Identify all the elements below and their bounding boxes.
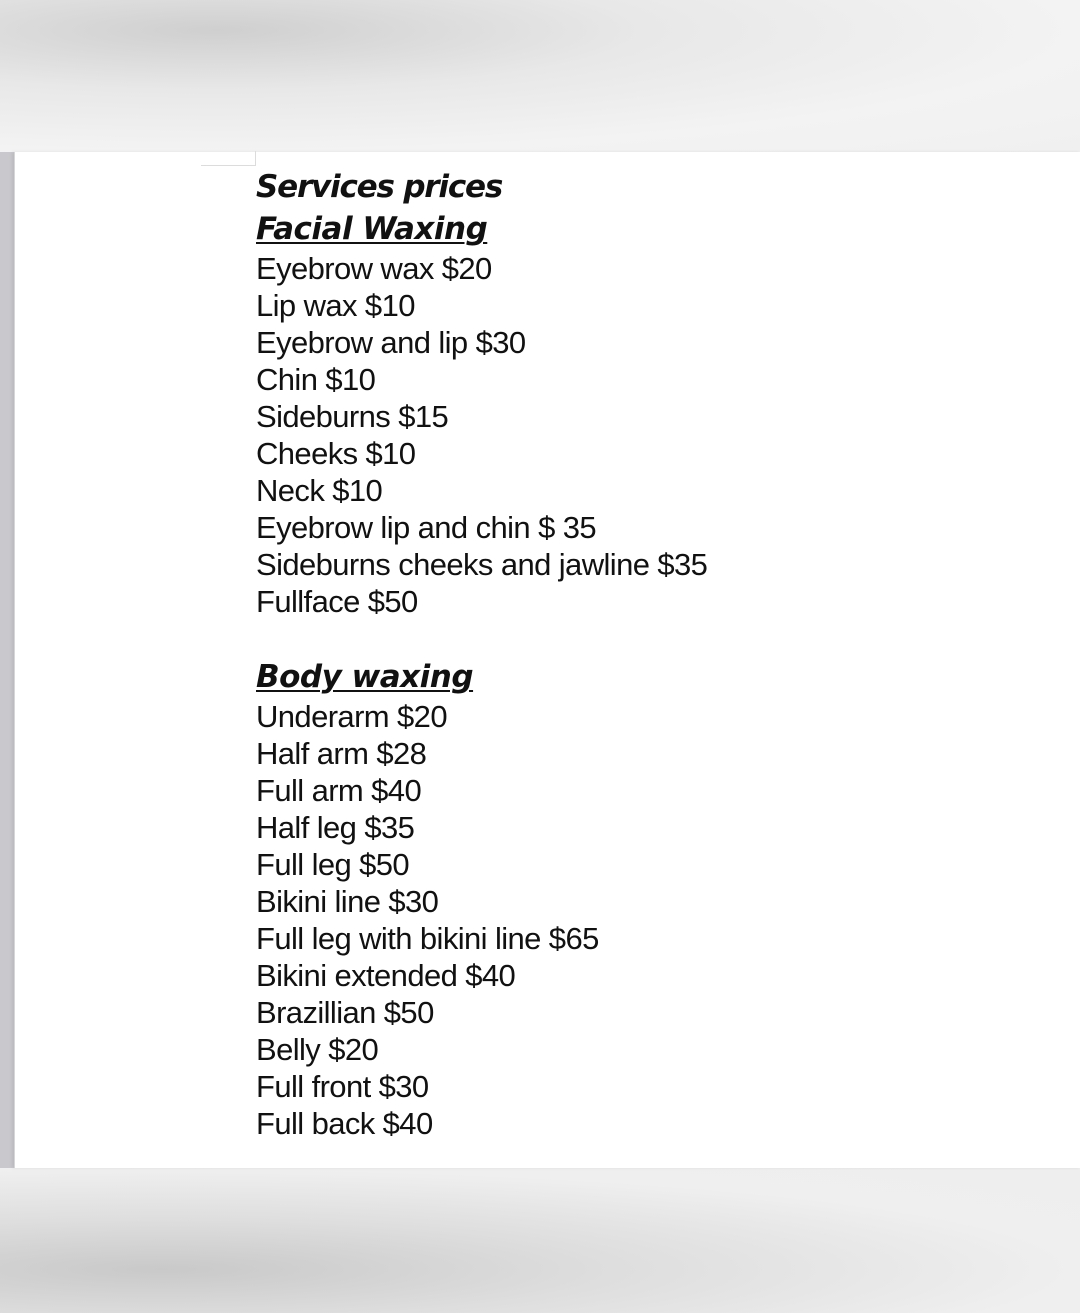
price-item: Full back $40 <box>256 1106 433 1141</box>
price-item: Half arm $28 <box>256 736 427 771</box>
section-heading-body-waxing: Body waxing <box>256 659 474 695</box>
price-item: Sideburns cheeks and jawline $35 <box>256 547 708 582</box>
price-item: Full leg $50 <box>256 847 410 882</box>
document-page <box>14 152 1080 1168</box>
section-heading-facial-waxing: Facial Waxing <box>256 211 488 247</box>
price-item: Full leg with bikini line $65 <box>256 921 599 956</box>
page-edge <box>0 152 14 1168</box>
price-item: Eyebrow wax $20 <box>256 251 492 286</box>
price-item: Full front $30 <box>256 1069 429 1104</box>
page-title: Services prices <box>256 169 503 205</box>
price-item: Cheeks $10 <box>256 436 416 471</box>
background-bottom <box>0 1168 1080 1313</box>
section-spacer <box>256 620 1056 656</box>
price-item: Bikini extended $40 <box>256 958 516 993</box>
price-item: Lip wax $10 <box>256 288 415 323</box>
price-item: Half leg $35 <box>256 810 415 845</box>
price-item: Full arm $40 <box>256 773 422 808</box>
price-item: Chin $10 <box>256 362 376 397</box>
price-item: Fullface $50 <box>256 584 418 619</box>
price-item: Bikini line $30 <box>256 884 439 919</box>
facial-waxing-list <box>256 250 1056 620</box>
margin-marker <box>201 151 256 166</box>
price-item: Underarm $20 <box>256 699 447 734</box>
body-waxing-list <box>256 698 1056 1142</box>
price-item: Eyebrow lip and chin $ 35 <box>256 510 597 545</box>
price-item: Brazillian $50 <box>256 995 434 1030</box>
document-content <box>256 166 1056 1142</box>
background-top <box>0 0 1080 152</box>
price-item: Belly $20 <box>256 1032 379 1067</box>
price-item: Sideburns $15 <box>256 399 449 434</box>
price-item: Neck $10 <box>256 473 383 508</box>
price-item: Eyebrow and lip $30 <box>256 325 526 360</box>
